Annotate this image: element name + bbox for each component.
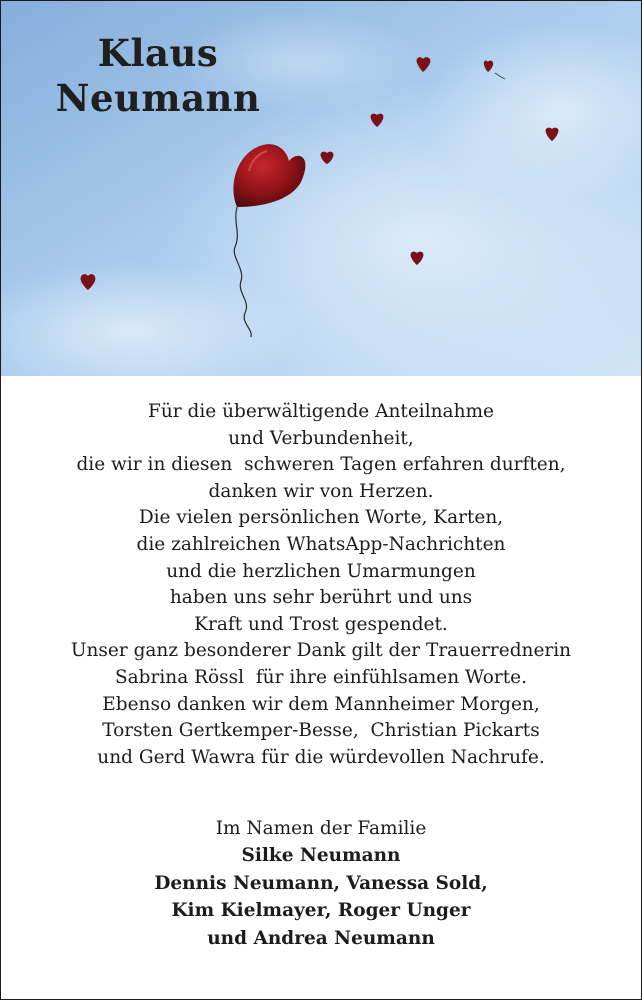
family-member-name: Silke Neumann [241,845,401,867]
heart-balloons-photo [1,1,641,376]
family-member-name: und Andrea Neumann [207,927,435,949]
message-line: danken wir von Herzen. [208,480,434,502]
signoff-intro: Im Namen der Familie [215,818,427,839]
last-name: Neumann [55,76,261,120]
message-line: Torsten Gertkemper-Besse, Christian Pickarts [102,720,540,742]
message-line: Sabrina Rössl für ihre einfühlsamen Worte. [114,666,528,688]
thank-you-message [1,399,641,771]
message-line: die zahlreichen WhatsApp-Nachrichten [136,533,506,555]
deceased-name [53,31,263,121]
message-line: Kraft und Trost gespendet. [194,613,448,635]
family-signoff [1,815,641,952]
first-name: Klaus [97,31,219,75]
message-line: haben uns sehr berührt und uns [169,587,473,609]
message-line: und Gerd Wawra für die würdevollen Nachrufe. [97,746,545,768]
message-line: Ebenso danken wir dem Mannheimer Morgen, [102,693,540,715]
message-line: und die herzlichen Umarmungen [166,560,476,582]
message-line: Unser ganz besonderer Dank gilt der Trauerrednerin [70,640,572,662]
message-line: Die vielen persönlichen Worte, Karten, [138,507,504,529]
family-member-name: Dennis Neumann, Vanessa Sold, [154,872,488,894]
message-line: die wir in diesen schweren Tagen erfahren durften, [76,454,566,476]
message-line: und Verbundenheit, [228,427,414,449]
family-member-name: Kim Kielmayer, Roger Unger [171,900,471,922]
message-line: Für die überwältigende Anteilnahme [148,401,494,422]
